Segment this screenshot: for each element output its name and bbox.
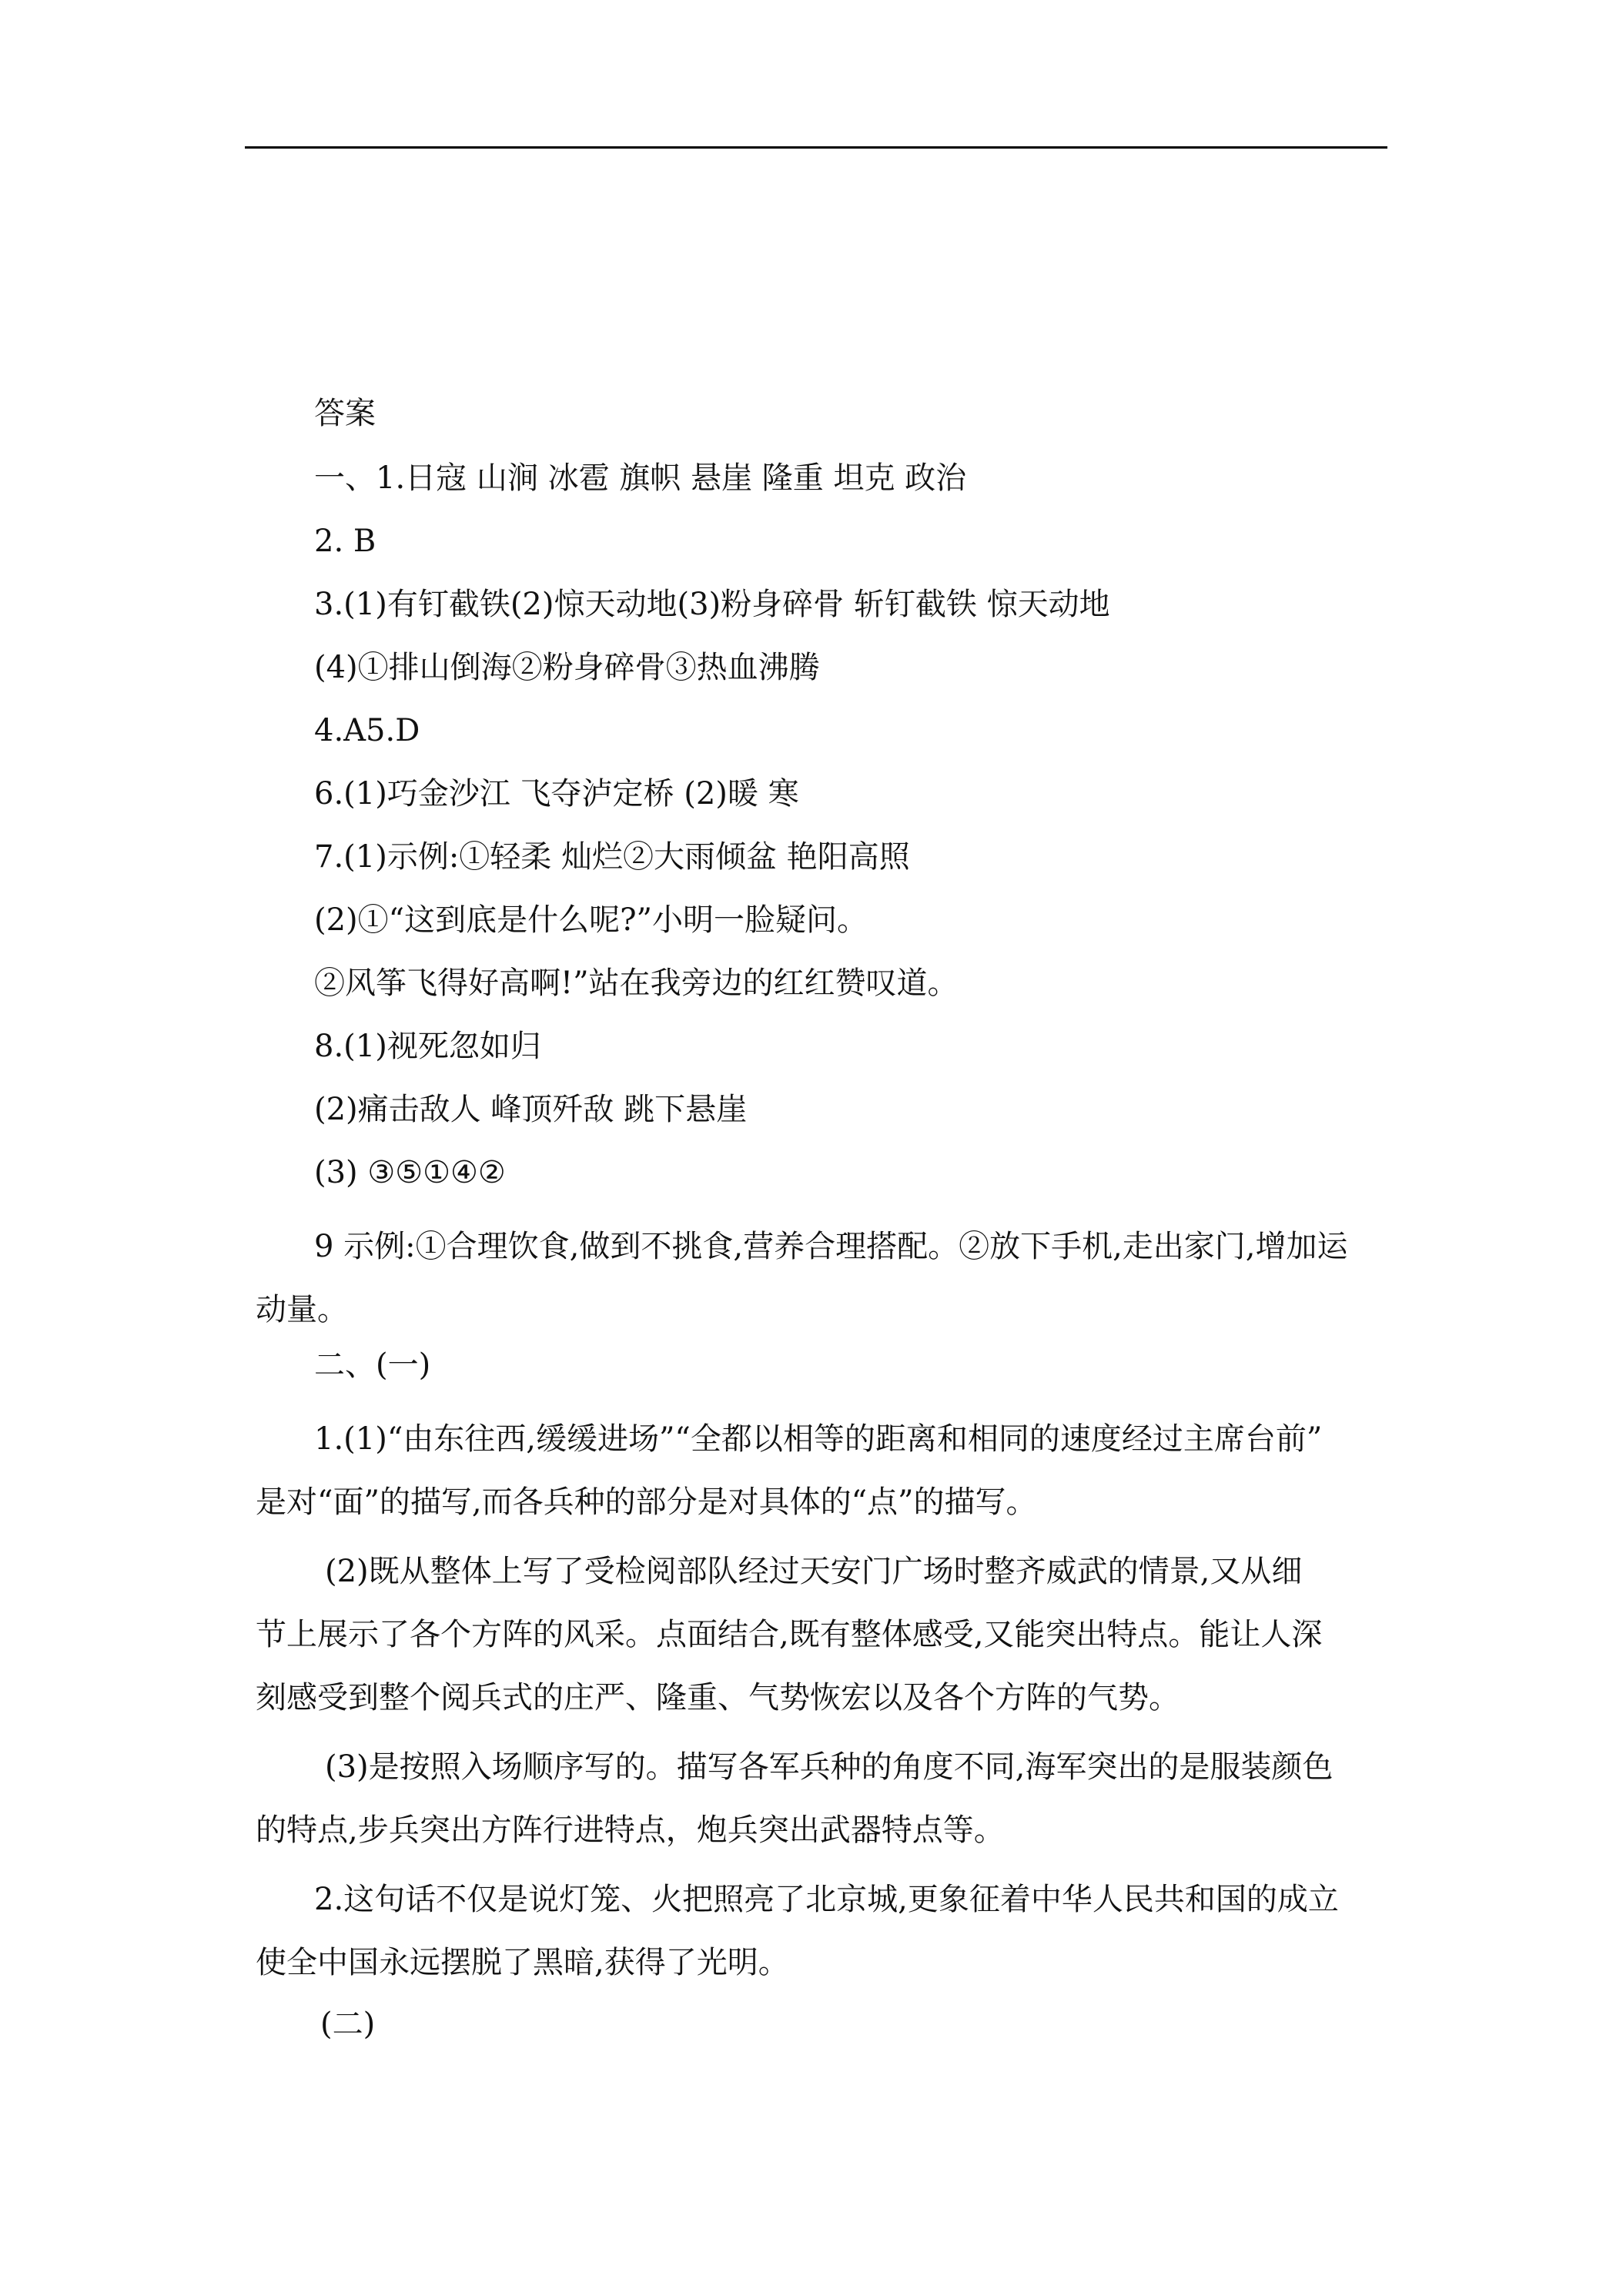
section-1-q9-line1: 9 示例:①合理饮食,做到不挑食,营养合理搭配。②放下手机,走出家门,增加运 [314,1229,1348,1264]
section-1-q7-line3: ②风筝飞得好高啊!”站在我旁边的红红赞叹道。 [314,966,959,1001]
section-2-heading: 二、(一) [314,1347,431,1383]
section-2-q1-3 [256,1735,1387,1862]
section-1-q9-line2: 动量。 [256,1292,348,1327]
section-2-q1-1 [256,1407,1387,1534]
section-2-q1-2 [256,1540,1387,1729]
section-2-q2-line1: 2.这句话不仅是说灯笼、火把照亮了北京城,更象征着中华人民共和国的成立 [314,1882,1339,1917]
section-1-q8-line2: (2)痛击敌人 峰顶歼敌 跳下悬崖 [314,1092,748,1127]
section-1-q3-line1: 3.(1)有钉截铁(2)惊天动地(3)粉身碎骨 斩钉截铁 惊天动地 [314,587,1110,622]
section-2-q1-3-line2: 的特点,步兵突出方阵行进特点，炮兵突出武器特点等。 [256,1812,1005,1848]
answer-content [256,393,1387,2067]
section-1-q4-5: 4.A5.D [314,713,420,748]
answer-title: 答案 [314,396,376,431]
section-2-q1-2-line3: 刻感受到整个阅兵式的庄严、隆重、气势恢宏以及各个方阵的气势。 [256,1680,1180,1715]
section-2-q2-line2: 使全中国永远摆脱了黑暗,获得了光明。 [256,1945,789,1980]
header-rule [245,146,1387,149]
section-2-q2 [256,1868,1387,1994]
section-1-q8-line1: 8.(1)视死忽如归 [314,1029,541,1064]
section-2-sub2-heading: (二) [320,2006,376,2042]
section-2-q1-2-line1: (2)既从整体上写了受检阅部队经过天安门广场时整齐威武的情景,又从细 [325,1554,1303,1589]
section-2-q1-1-line1: 1.(1)“由东往西,缓缓进场”“全都以相等的距离和相同的速度经过主席台前” [314,1421,1323,1457]
section-1-q8-line3: (3) ③⑤①④② [314,1155,506,1190]
section-1-q7-line2: (2)①“这到底是什么呢?”小明一脸疑问。 [314,902,868,938]
section-1-q1: 一、1.日寇 山涧 冰雹 旗帜 悬崖 隆重 坦克 政治 [314,460,967,496]
section-1-q6: 6.(1)巧金沙江 飞夺泸定桥 (2)暖 寒 [314,776,799,812]
section-2-q1-3-line1: (3)是按照入场顺序写的。描写各军兵种的角度不同,海军突出的是服装颜色 [325,1749,1334,1785]
section-2-q1-2-line2: 节上展示了各个方阵的风采。点面结合,既有整体感受,又能突出特点。能让人深 [256,1617,1323,1652]
section-2-q1-1-line2: 是对“面”的描写,而各兵种的部分是对具体的“点”的描写。 [256,1484,1037,1520]
section-1-q7-line1: 7.(1)示例:①轻柔 灿烂②大雨倾盆 艳阳高照 [314,839,910,875]
section-1-q3-line2: (4)①排山倒海②粉身碎骨③热血沸腾 [314,650,820,685]
section-1-q2: 2. B [314,524,376,559]
section-1-q9 [256,1215,1387,1341]
